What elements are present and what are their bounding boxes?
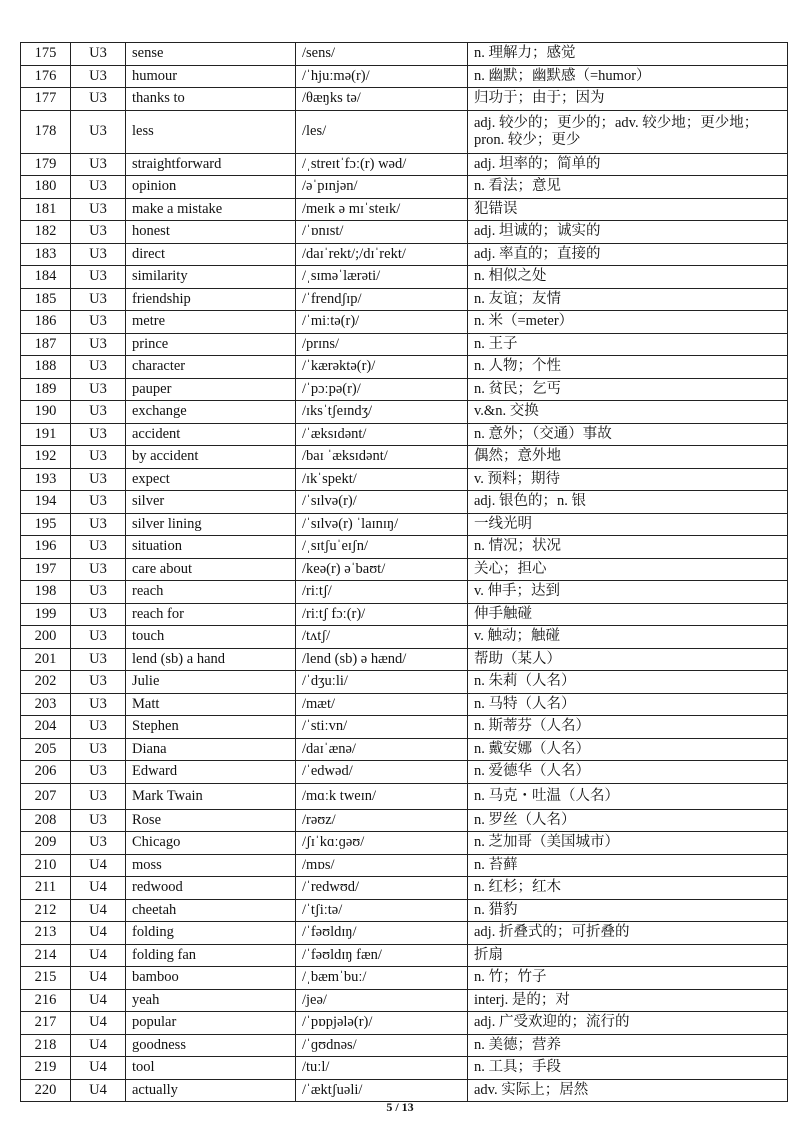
chinese-meaning: 偶然；意外地 (468, 446, 788, 469)
table-row (21, 446, 788, 469)
chinese-meaning: v. 触动；触碰 (468, 626, 788, 649)
table-row (21, 626, 788, 649)
entry-number: 213 (21, 922, 71, 945)
phonetic-transcription: /ˈdʒuːli/ (296, 671, 468, 694)
chinese-meaning: n. 芝加哥（美国城市） (468, 832, 788, 855)
chinese-meaning: n. 人物；个性 (468, 356, 788, 379)
phonetic-transcription: /sens/ (296, 43, 468, 66)
entry-number: 209 (21, 832, 71, 855)
unit-code: U3 (71, 356, 126, 379)
table-row (21, 43, 788, 66)
unit-code: U3 (71, 648, 126, 671)
chinese-meaning: n. 竹；竹子 (468, 967, 788, 990)
chinese-meaning: n. 工具；手段 (468, 1057, 788, 1080)
unit-code: U4 (71, 899, 126, 922)
entry-number: 217 (21, 1012, 71, 1035)
chinese-meaning: 犯错误 (468, 198, 788, 221)
entry-number: 214 (21, 944, 71, 967)
unit-code: U3 (71, 603, 126, 626)
table-row (21, 65, 788, 88)
table-row (21, 266, 788, 289)
phonetic-transcription: /daɪˈænə/ (296, 738, 468, 761)
entry-number: 180 (21, 176, 71, 199)
chinese-meaning: adj. 坦诚的；诚实的 (468, 221, 788, 244)
unit-code: U3 (71, 693, 126, 716)
entry-number: 177 (21, 88, 71, 111)
table-row (21, 1057, 788, 1080)
unit-code: U4 (71, 1079, 126, 1102)
table-row (21, 899, 788, 922)
english-word: tool (126, 1057, 296, 1080)
entry-number: 198 (21, 581, 71, 604)
chinese-meaning: n. 贫民；乞丐 (468, 378, 788, 401)
phonetic-transcription: /les/ (296, 110, 468, 153)
table-row (21, 922, 788, 945)
unit-code: U4 (71, 944, 126, 967)
chinese-meaning: n. 红杉；红木 (468, 877, 788, 900)
unit-code: U3 (71, 378, 126, 401)
phonetic-transcription: /ˌsɪtʃuˈeɪʃn/ (296, 536, 468, 559)
phonetic-transcription: /ˈæktʃuəli/ (296, 1079, 468, 1102)
unit-code: U3 (71, 671, 126, 694)
phonetic-transcription: /prɪns/ (296, 333, 468, 356)
english-word: straightforward (126, 153, 296, 176)
entry-number: 183 (21, 243, 71, 266)
phonetic-transcription: /mɒs/ (296, 854, 468, 877)
unit-code: U3 (71, 536, 126, 559)
phonetic-transcription: /ˌsɪməˈlærəti/ (296, 266, 468, 289)
english-word: similarity (126, 266, 296, 289)
entry-number: 175 (21, 43, 71, 66)
table-row (21, 243, 788, 266)
phonetic-transcription: /ˈɒnɪst/ (296, 221, 468, 244)
phonetic-transcription: /ˈtʃiːtə/ (296, 899, 468, 922)
entry-number: 194 (21, 491, 71, 514)
table-row (21, 423, 788, 446)
chinese-meaning: n. 相似之处 (468, 266, 788, 289)
english-word: popular (126, 1012, 296, 1035)
table-row (21, 1034, 788, 1057)
table-row (21, 738, 788, 761)
english-word: metre (126, 311, 296, 334)
english-word: Julie (126, 671, 296, 694)
english-word: less (126, 110, 296, 153)
english-word: accident (126, 423, 296, 446)
unit-code: U3 (71, 738, 126, 761)
phonetic-transcription: /ˈpɒpjələ(r)/ (296, 1012, 468, 1035)
english-word: cheetah (126, 899, 296, 922)
table-row (21, 176, 788, 199)
phonetic-transcription: /ˌbæmˈbuː/ (296, 967, 468, 990)
phonetic-transcription: /keə(r) əˈbaʊt/ (296, 558, 468, 581)
table-row (21, 221, 788, 244)
phonetic-transcription: /θæŋks tə/ (296, 88, 468, 111)
vocabulary-table (20, 42, 788, 1102)
entry-number: 211 (21, 877, 71, 900)
english-word: honest (126, 221, 296, 244)
chinese-meaning: n. 友谊；友情 (468, 288, 788, 311)
table-row (21, 333, 788, 356)
phonetic-transcription: /mɑːk tweɪn/ (296, 783, 468, 809)
unit-code: U4 (71, 967, 126, 990)
chinese-meaning: adj. 坦率的；简单的 (468, 153, 788, 176)
chinese-meaning: n. 美德；营养 (468, 1034, 788, 1057)
english-word: silver (126, 491, 296, 514)
english-word: opinion (126, 176, 296, 199)
english-word: sense (126, 43, 296, 66)
unit-code: U4 (71, 989, 126, 1012)
english-word: actually (126, 1079, 296, 1102)
english-word: humour (126, 65, 296, 88)
unit-code: U3 (71, 423, 126, 446)
english-word: direct (126, 243, 296, 266)
entry-number: 206 (21, 761, 71, 784)
unit-code: U3 (71, 288, 126, 311)
entry-number: 196 (21, 536, 71, 559)
table-row (21, 854, 788, 877)
entry-number: 210 (21, 854, 71, 877)
entry-number: 202 (21, 671, 71, 694)
entry-number: 200 (21, 626, 71, 649)
english-word: make a mistake (126, 198, 296, 221)
entry-number: 185 (21, 288, 71, 311)
english-word: Mark Twain (126, 783, 296, 809)
unit-code: U4 (71, 854, 126, 877)
english-word: moss (126, 854, 296, 877)
english-word: folding fan (126, 944, 296, 967)
chinese-meaning: n. 意外；（交通）事故 (468, 423, 788, 446)
phonetic-transcription: /ˈfrendʃɪp/ (296, 288, 468, 311)
chinese-meaning: n. 猎豹 (468, 899, 788, 922)
table-row (21, 761, 788, 784)
chinese-meaning: v.&n. 交换 (468, 401, 788, 424)
entry-number: 176 (21, 65, 71, 88)
unit-code: U3 (71, 783, 126, 809)
unit-code: U3 (71, 626, 126, 649)
entry-number: 212 (21, 899, 71, 922)
english-word: folding (126, 922, 296, 945)
table-row (21, 671, 788, 694)
chinese-meaning: n. 马克・吐温（人名） (468, 783, 788, 809)
phonetic-transcription: /ˈsɪlvə(r)/ (296, 491, 468, 514)
table-row (21, 603, 788, 626)
table-row (21, 832, 788, 855)
entry-number: 195 (21, 513, 71, 536)
chinese-meaning: n. 斯蒂芬（人名） (468, 716, 788, 739)
table-row (21, 110, 788, 153)
entry-number: 184 (21, 266, 71, 289)
entry-number: 204 (21, 716, 71, 739)
table-row (21, 989, 788, 1012)
entry-number: 208 (21, 809, 71, 832)
unit-code: U4 (71, 1012, 126, 1035)
unit-code: U4 (71, 877, 126, 900)
phonetic-transcription: /riːtʃ fɔː(r)/ (296, 603, 468, 626)
english-word: yeah (126, 989, 296, 1012)
chinese-meaning: n. 戴安娜（人名） (468, 738, 788, 761)
unit-code: U3 (71, 266, 126, 289)
vocabulary-table-body (21, 43, 788, 1102)
chinese-meaning: n. 马特（人名） (468, 693, 788, 716)
entry-number: 179 (21, 153, 71, 176)
table-row (21, 356, 788, 379)
unit-code: U4 (71, 922, 126, 945)
table-row (21, 378, 788, 401)
english-word: touch (126, 626, 296, 649)
unit-code: U4 (71, 1034, 126, 1057)
english-word: redwood (126, 877, 296, 900)
entry-number: 199 (21, 603, 71, 626)
phonetic-transcription: /jeə/ (296, 989, 468, 1012)
chinese-meaning: adj. 折叠式的；可折叠的 (468, 922, 788, 945)
english-word: Stephen (126, 716, 296, 739)
table-row (21, 581, 788, 604)
chinese-meaning: interj. 是的；对 (468, 989, 788, 1012)
phonetic-transcription: /ˈfəʊldɪŋ fæn/ (296, 944, 468, 967)
english-word: prince (126, 333, 296, 356)
unit-code: U3 (71, 832, 126, 855)
unit-code: U3 (71, 809, 126, 832)
entry-number: 203 (21, 693, 71, 716)
entry-number: 181 (21, 198, 71, 221)
phonetic-transcription: /meɪk ə mɪˈsteɪk/ (296, 198, 468, 221)
table-row (21, 401, 788, 424)
unit-code: U3 (71, 88, 126, 111)
unit-code: U3 (71, 311, 126, 334)
unit-code: U3 (71, 401, 126, 424)
phonetic-transcription: /ʃɪˈkɑːɡəʊ/ (296, 832, 468, 855)
chinese-meaning: n. 爱德华（人名） (468, 761, 788, 784)
unit-code: U3 (71, 491, 126, 514)
table-row (21, 1079, 788, 1102)
english-word: by accident (126, 446, 296, 469)
chinese-meaning: n. 看法；意见 (468, 176, 788, 199)
entry-number: 178 (21, 110, 71, 153)
english-word: silver lining (126, 513, 296, 536)
phonetic-transcription: /ˈkærəktə(r)/ (296, 356, 468, 379)
entry-number: 186 (21, 311, 71, 334)
english-word: Rose (126, 809, 296, 832)
entry-number: 190 (21, 401, 71, 424)
table-row (21, 558, 788, 581)
table-row (21, 468, 788, 491)
chinese-meaning: adj. 较少的；更少的；adv. 较少地；更少地；pron. 较少；更少 (468, 110, 788, 153)
chinese-meaning: adj. 广受欢迎的；流行的 (468, 1012, 788, 1035)
unit-code: U3 (71, 761, 126, 784)
unit-code: U3 (71, 716, 126, 739)
phonetic-transcription: /ˈhjuːmə(r)/ (296, 65, 468, 88)
english-word: Edward (126, 761, 296, 784)
english-word: friendship (126, 288, 296, 311)
english-word: reach (126, 581, 296, 604)
phonetic-transcription: /tʌtʃ/ (296, 626, 468, 649)
unit-code: U3 (71, 43, 126, 66)
table-row (21, 809, 788, 832)
chinese-meaning: adv. 实际上；居然 (468, 1079, 788, 1102)
unit-code: U3 (71, 446, 126, 469)
english-word: character (126, 356, 296, 379)
unit-code: U3 (71, 65, 126, 88)
table-row (21, 967, 788, 990)
phonetic-transcription: /mæt/ (296, 693, 468, 716)
table-row (21, 783, 788, 809)
table-row (21, 288, 788, 311)
chinese-meaning: n. 幽默；幽默感（=humor） (468, 65, 788, 88)
table-row (21, 513, 788, 536)
chinese-meaning: adj. 银色的；n. 银 (468, 491, 788, 514)
table-row (21, 198, 788, 221)
english-word: expect (126, 468, 296, 491)
entry-number: 205 (21, 738, 71, 761)
entry-number: 188 (21, 356, 71, 379)
phonetic-transcription: /lend (sb) ə hænd/ (296, 648, 468, 671)
phonetic-transcription: /ˈmiːtə(r)/ (296, 311, 468, 334)
phonetic-transcription: /ˈedwəd/ (296, 761, 468, 784)
chinese-meaning: n. 苔藓 (468, 854, 788, 877)
phonetic-transcription: /ˈfəʊldɪŋ/ (296, 922, 468, 945)
english-word: lend (sb) a hand (126, 648, 296, 671)
unit-code: U3 (71, 513, 126, 536)
chinese-meaning: n. 情况；状况 (468, 536, 788, 559)
english-word: reach for (126, 603, 296, 626)
phonetic-transcription: /ˈpɔːpə(r)/ (296, 378, 468, 401)
english-word: Chicago (126, 832, 296, 855)
phonetic-transcription: /tuːl/ (296, 1057, 468, 1080)
english-word: thanks to (126, 88, 296, 111)
unit-code: U3 (71, 558, 126, 581)
entry-number: 193 (21, 468, 71, 491)
table-row (21, 536, 788, 559)
table-row (21, 716, 788, 739)
entry-number: 218 (21, 1034, 71, 1057)
chinese-meaning: 一线光明 (468, 513, 788, 536)
phonetic-transcription: /ˈsɪlvə(r) ˈlaɪnɪŋ/ (296, 513, 468, 536)
unit-code: U3 (71, 110, 126, 153)
unit-code: U3 (71, 198, 126, 221)
unit-code: U3 (71, 333, 126, 356)
english-word: care about (126, 558, 296, 581)
chinese-meaning: n. 米（=meter） (468, 311, 788, 334)
phonetic-transcription: /ˈstiːvn/ (296, 716, 468, 739)
unit-code: U3 (71, 176, 126, 199)
entry-number: 220 (21, 1079, 71, 1102)
entry-number: 182 (21, 221, 71, 244)
english-word: Diana (126, 738, 296, 761)
unit-code: U3 (71, 221, 126, 244)
table-row (21, 877, 788, 900)
phonetic-transcription: /ˌstreɪtˈfɔː(r) wəd/ (296, 153, 468, 176)
entry-number: 207 (21, 783, 71, 809)
english-word: goodness (126, 1034, 296, 1057)
chinese-meaning: v. 预料；期待 (468, 468, 788, 491)
table-row (21, 1012, 788, 1035)
phonetic-transcription: /baɪ ˈæksɪdənt/ (296, 446, 468, 469)
chinese-meaning: n. 王子 (468, 333, 788, 356)
chinese-meaning: 关心；担心 (468, 558, 788, 581)
entry-number: 215 (21, 967, 71, 990)
table-row (21, 88, 788, 111)
english-word: Matt (126, 693, 296, 716)
entry-number: 201 (21, 648, 71, 671)
entry-number: 191 (21, 423, 71, 446)
page-number: 5 / 13 (386, 1100, 414, 1114)
table-row (21, 693, 788, 716)
phonetic-transcription: /əˈpɪnjən/ (296, 176, 468, 199)
phonetic-transcription: /ɪksˈtʃeɪndʒ/ (296, 401, 468, 424)
phonetic-transcription: /ˈɡʊdnəs/ (296, 1034, 468, 1057)
unit-code: U4 (71, 1057, 126, 1080)
entry-number: 216 (21, 989, 71, 1012)
table-row (21, 311, 788, 334)
table-row (21, 944, 788, 967)
chinese-meaning: n. 理解力；感觉 (468, 43, 788, 66)
table-row (21, 491, 788, 514)
phonetic-transcription: /ɪkˈspekt/ (296, 468, 468, 491)
phonetic-transcription: /daɪˈrekt/;/dɪˈrekt/ (296, 243, 468, 266)
unit-code: U3 (71, 153, 126, 176)
phonetic-transcription: /ˈredwʊd/ (296, 877, 468, 900)
chinese-meaning: n. 朱莉（人名） (468, 671, 788, 694)
chinese-meaning: n. 罗丝（人名） (468, 809, 788, 832)
phonetic-transcription: /riːtʃ/ (296, 581, 468, 604)
chinese-meaning: 归功于；由于；因为 (468, 88, 788, 111)
entry-number: 219 (21, 1057, 71, 1080)
entry-number: 189 (21, 378, 71, 401)
english-word: exchange (126, 401, 296, 424)
unit-code: U3 (71, 581, 126, 604)
chinese-meaning: 折扇 (468, 944, 788, 967)
entry-number: 192 (21, 446, 71, 469)
unit-code: U3 (71, 243, 126, 266)
phonetic-transcription: /rəʊz/ (296, 809, 468, 832)
english-word: bamboo (126, 967, 296, 990)
chinese-meaning: v. 伸手；达到 (468, 581, 788, 604)
phonetic-transcription: /ˈæksɪdənt/ (296, 423, 468, 446)
english-word: situation (126, 536, 296, 559)
chinese-meaning: 伸手触碰 (468, 603, 788, 626)
unit-code: U3 (71, 468, 126, 491)
table-row (21, 153, 788, 176)
table-row (21, 648, 788, 671)
chinese-meaning: adj. 率直的；直接的 (468, 243, 788, 266)
entry-number: 197 (21, 558, 71, 581)
chinese-meaning: 帮助（某人） (468, 648, 788, 671)
entry-number: 187 (21, 333, 71, 356)
english-word: pauper (126, 378, 296, 401)
